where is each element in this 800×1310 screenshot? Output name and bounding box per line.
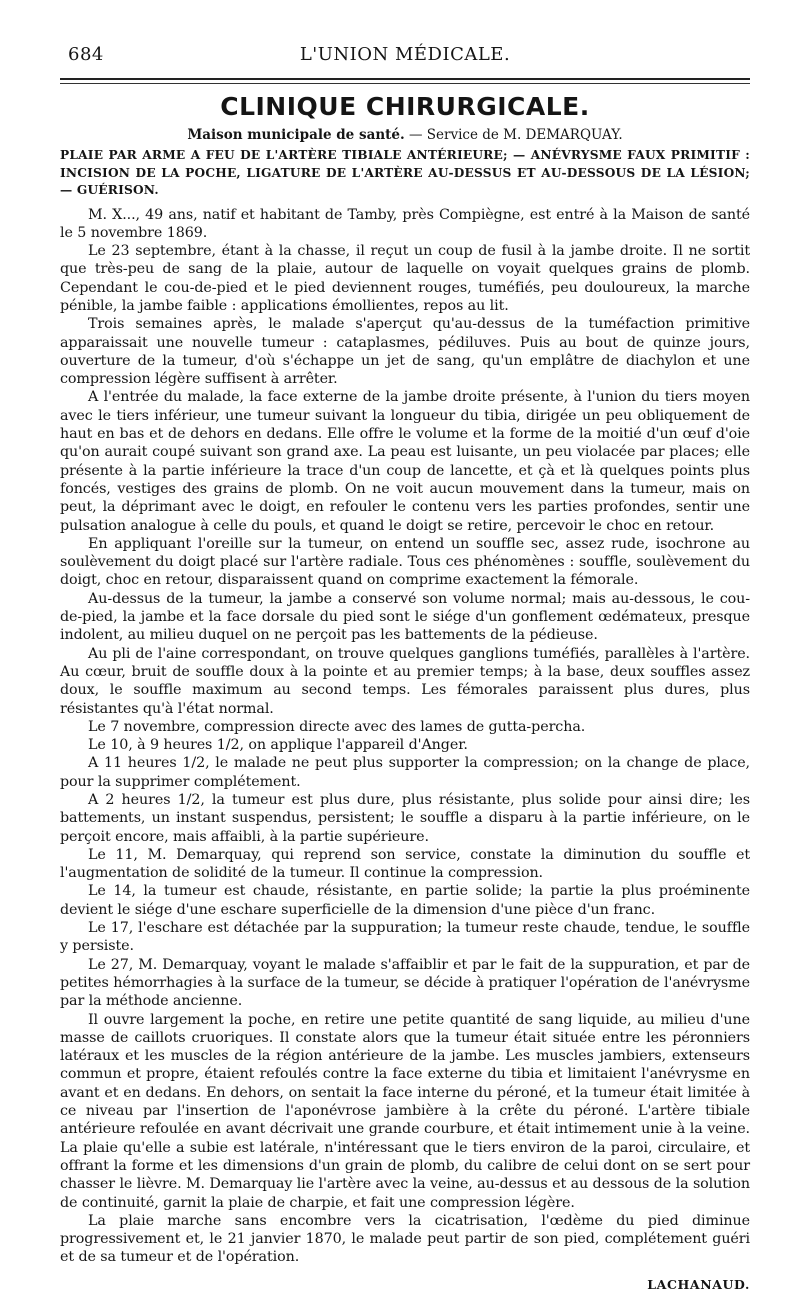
journal-title: L'UNION MÉDICALE. xyxy=(299,44,511,65)
paragraph: Le 11, M. Demarquay, qui reprend son service, constate la diminution du souffle et l'augmentation de solidité de la tumeur. Il continue la compression. xyxy=(60,846,750,882)
header-rule-thin xyxy=(60,83,750,84)
page-number: 684 xyxy=(68,44,104,65)
paragraph: Au-dessus de la tumeur, la jambe a conservé son volume normal; mais au-dessous, le cou-de-pied, la jambe et la face dorsale du pied sont le siége d'un gonflement œdémateux, presque indolent, au milieu duquel on ne perçoit pas les battements de la pédieuse. xyxy=(60,590,750,644)
section-title: CLINIQUE CHIRURGICALE. xyxy=(220,92,590,121)
paragraph: A 11 heures 1/2, le malade ne peut plus supporter la compression; on la change de place, pour la supprimer complétement. xyxy=(60,755,750,790)
page xyxy=(60,40,750,1292)
service-line xyxy=(60,127,750,143)
paragraph: A 2 heures 1/2, la tumeur est plus dure, plus résistante, plus solide pour ainsi dire; les battements, un instant suspendus, persistent; le souffle a disparu à la partie inférieure, on le perçoit encore, mais affaibli, à la partie supérieure. xyxy=(60,792,750,845)
paragraph: Le 27, M. Demarquay, voyant le malade s'affaiblir et par le fait de la suppuration, et par de petites hémorrhagies à la surface de la tumeur, se décide à pratiquer l'opération de l'anévrysme par la méthode ancienne. xyxy=(60,956,750,1010)
author-signature: LACHANAUD. xyxy=(647,1276,750,1292)
paragraph: Il ouvre largement la poche, en retire une petite quantité de sang liquide, au milieu d'une masse de caillots cruoriques. Il constate alors que la tumeur était située entre les péronniers latéraux et les muscles de la région antérieure de la jambe. Les muscles jambiers, extenseurs commun et propre, étaient refoulés contre la face externe du tibia et limitaient l'anévrysme en avant et en dedans. En dehors, on sentait la face interne du péroné, et la tumeur était limitée à ce niveau par l'insertion de l'aponévrose jambière à la crête du péroné. L'artère tibiale antérieure refoulée en avant décrivait une grande courbure, et était intimement unie à la veine. La plaie qu'elle a subie est latérale, n'intéressant que le tiers environ de la paroi, circulaire, et offrant la forme et les dimensions d'un grain de plomb, du calibre de celui dont on se sert pour chasser le lièvre. M. Demarquay lie l'artère avec la veine, au-dessus et au dessous de la solution de continuité, garnit la plaie de charpie, et fait une compression légère. xyxy=(60,1011,750,1211)
paragraph: Le 23 septembre, étant à la chasse, il reçut un coup de fusil à la jambe droite. Il ne sortit que très-peu de sang de la plaie, autour de laquelle on voyait quelques grains de plomb. Cependant le cou-de-pied et le pied deviennent rouges, tuméfiés, peu douloureux, la marche pénible, la jambe faible : applications émollientes, repos au lit. xyxy=(60,243,750,314)
paragraph: Le 10, à 9 heures 1/2, on applique l'appareil d'Anger. xyxy=(88,737,468,754)
paragraph: Au pli de l'aine correspondant, on trouve quelques ganglions tuméfiés, parallèles à l'artère. Au cœur, bruit de souffle doux à la pointe et au premier temps; à la base, deux souffles assez doux, le souffle maximum au second temps. Les fémorales paraissent plus dures, plus résistantes qu'à l'état normal. xyxy=(60,645,750,717)
paragraph: Trois semaines après, le malade s'aperçut qu'au-dessus de la tuméfaction primitive apparaissait une nouvelle tumeur : cataplasmes, pédiluves. Puis au bout de quinze jours, ouverture de la tumeur, d'où s'échappe un jet de sang, qu'un emplâtre de diachylon et une compression légère suffisent à arrêter. xyxy=(60,316,750,388)
paragraph: Le 7 novembre, compression directe avec des lames de gutta-percha. xyxy=(88,718,586,735)
header-rule xyxy=(60,78,750,80)
paragraph: A l'entrée du malade, la face externe de la jambe droite présente, à l'union du tiers moyen avec le tiers inférieur, une tumeur suivant la longueur du tibia, dirigée un peu obliquement de haut en bas et de dehors en dedans. Elle offre le volume et la forme de la moitié d'un œuf d'oie qu'on aurait coupé suivant son grand axe. La peau est luisante, un peu violacée par places; elle présente à la partie inférieure la trace d'un coup de lancette, et çà et là quelques points plus foncés, vestiges des grains de plomb. On ne voit aucun mouvement dans la tumeur, mais on peut, la déprimant avec le doigt, en refouler le contenu vers les parties profondes, sentir une pulsation analogue à celle du pouls, et quand le doigt se retire, percevoir le choc en retour. xyxy=(60,389,750,534)
paragraph: En appliquant l'oreille sur la tumeur, on entend un souffle sec, assez rude, isochrone au soulèvement du doigt placé sur l'artère radiale. Tous ces phénomènes : souffle, soulèvement du doigt, choc en retour, disparaissent quand on comprime exactement la fémorale. xyxy=(60,535,750,589)
running-head xyxy=(60,40,750,70)
article-body xyxy=(60,206,750,1267)
paragraph: Le 14, la tumeur est chaude, résistante, en partie solide; la partie la plus proéminente devient le siége d'une eschare superficielle de la dimension d'une pièce d'un franc. xyxy=(60,883,750,918)
paragraph: La plaie marche sans encombre vers la cicatrisation, l'œdème du pied diminue progressivement et, le 21 janvier 1870, le malade peut partir de son pied, complétement guéri et de sa tumeur et de l'opération. xyxy=(60,1212,750,1266)
paragraph: Le 17, l'eschare est détachée par la suppuration; la tumeur reste chaude, tendue, le souffle y persiste. xyxy=(60,920,750,955)
paragraph: M. X..., 49 ans, natif et habitant de Tamby, près Compiègne, est entré à la Maison de santé le 5 novembre 1869. xyxy=(60,206,750,241)
service-rest: — Service de M. DEMARQUAY. xyxy=(404,127,623,143)
case-title: PLAIE PAR ARME A FEU DE L'ARTÈRE TIBIALE ANTÉRIEURE; — ANÉVRYSME FAUX PRIMITIF : INCISION DE LA POCHE, LIGATURE DE L'ARTÈRE AU-DESSUS ET AU-DESSOUS DE LA LÉSION; — GUÉRISON. xyxy=(60,148,750,197)
service-prefix: Maison municipale de santé. xyxy=(187,127,405,143)
